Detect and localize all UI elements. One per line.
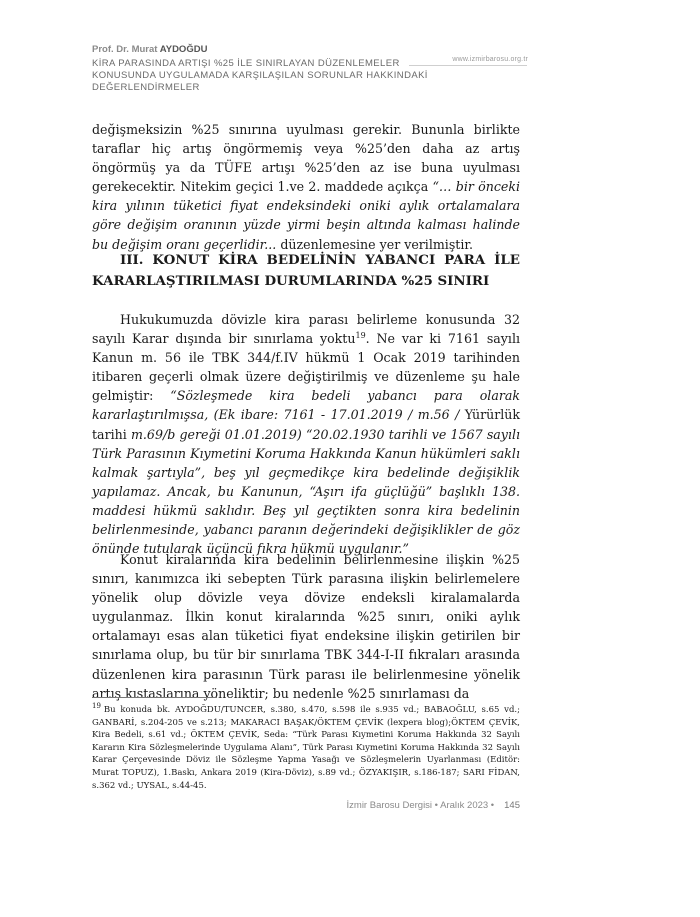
statute-quote-cont: m.69/b gereği 01.01.2019) “20.02.1930 tarihli ve 1567 sayılı Türk Parasının Kıymetini Koruma Hakkında Kanun hükümleri saklı kalmak şartıyla”, beş yıl geçmedikçe kira bedelinde değişiklik yapılamaz. Ancak, bu Kanunun, “Aşırı ifa güçlüğü” başlıklı 138. maddesi hükmü saklıdır. Beş yıl geçtikten sonra kira bedelinin belirlenmesinde, yabancı paranın değerindeki değişiklikler de göz önünde tutularak üçüncü fıkra hükmü uygulanır.” bbox=[92, 426, 520, 557]
footnote-text: Bu konuda bk. AYDOĞDU/TUNCER, s.380, s.470, s.598 ile s.935 vd.; BABAOĞLU, s.65 vd.; GANBARİ, s.204-205 ve s.213; MAKARACI BAŞAK/ÖKTEM ÇEVİK (lexpera blog);ÖKTEM ÇEVİK, Kira Bedeli, s.61 vd.; ÖKTEM ÇEVİK, Seda: “Türk Parası Kıymetini Koruma Hakkında 32 Sayılı Kararın Kira Sözleşmelerinde Uygulama Alanı”, Türk Parası Kıymetini Koruma Hakkında 32 Sayılı Karar Çerçevesinde Döviz ile Sözleşme Yapma Yasağı ve Sözleşmelerin Uyarlanması (Editör: Murat TOPUZ), 1.Baskı, Ankara 2019 (Kira-Döviz), s.89 vd.; ÖZYAKIŞIR, s.186-187; SARI FİDAN, s.362 vd.; UYSAL, s.44-45. bbox=[92, 705, 520, 791]
author-prefix: Prof. Dr. Murat bbox=[92, 44, 160, 55]
author-name bbox=[92, 44, 528, 55]
section-heading: III. KONUT KİRA BEDELİNİN YABANCI PARA İLE KARARLAŞTIRILMASI DURUMLARINDA %25 SINIRI bbox=[92, 252, 520, 289]
paragraph3-text: Konut kiralarında kira bedelinin belirlenmesine ilişkin %25 sınırı, kanımızca iki sebepten Türk parasına ilişkin belirlemelere yönelik olup dövizle veya dövize endeksli kiralamalarda uygulanmaz. İlkin konut kiralarında %25 sınırı, oniki aylık ortalamayı esas alan tüketici fiyat endeksine ilişkin getirilen bir sınırlama olup, bu tür bir sınırlama TBK 344-I-II fıkraları arasında düzenlenen kira parasının Türk parası ile belirlenmesine yönelik artış kıstaslarına yöneliktir; bu nedenle %25 sınırlaması da bbox=[92, 552, 520, 701]
paragraph2-text: Hukukumuzda dövizle kira parası belirleme konusunda 32 sayılı Karar dışında bir sınırlama yoktu bbox=[92, 312, 520, 347]
footnote-ref[interactable]: 19 bbox=[355, 330, 366, 340]
paragraph1-tail: düzenlemesine yer verilmiştir. bbox=[276, 236, 474, 252]
paragraph-continuation bbox=[92, 120, 520, 254]
paragraph-foreign-currency bbox=[92, 310, 520, 558]
statute-quote-normal: Yürürlük tarihi bbox=[92, 407, 520, 442]
statute-quote: “Sözleşmede kira bedeli yabancı para olarak kararlaştırılmışsa, (Ek ibare: 7161 - 17.01.2019 / m.56 / bbox=[92, 388, 520, 423]
running-header bbox=[92, 44, 528, 94]
footnote bbox=[92, 704, 520, 792]
paragraph2-text-cont: . Ne var ki 7161 sayılı Kanun m. 56 ile TBK 344/f.IV hükmü 1 Ocak 2019 tarihinden itibaren geçerli olmak üzere değiştirilmiş ve düzenleme şu hale gelmiştir: bbox=[92, 331, 520, 404]
running-title-line: KONUSUNDA UYGULAMADA KARŞILAŞILAN SORUNLAR HAKKINDAKİ bbox=[92, 70, 428, 81]
paragraph1-quote: “… bir önceki kira yılının tüketici fiyat endeksindeki oniki aylık ortalamalara göre değişim oranının yüzde yirmi beşin altında kalması halinde bu değişim oranı geçerlidir... bbox=[92, 179, 520, 252]
article-running-title bbox=[92, 58, 528, 94]
website-link[interactable]: www.izmirbarosu.org.tr bbox=[452, 56, 528, 63]
journal-info: İzmir Barosu Dergisi • Aralık 2023 • bbox=[346, 800, 495, 811]
running-title-line: DEĞERLENDİRMELER bbox=[92, 82, 200, 93]
running-title-line: KİRA PARASINDA ARTIŞI %25 İLE SINIRLAYAN DÜZENLEMELER bbox=[92, 58, 400, 69]
header-divider bbox=[409, 65, 527, 66]
paragraph-housing-rent bbox=[92, 550, 520, 703]
footnote-divider bbox=[92, 697, 217, 698]
paragraph1-text: değişmeksizin %25 sınırına uyulması gerekir. Bununla birlikte taraflar hiç artış öngörmemiş veya %25’den daha az artış öngörmüş ya da TÜFE artışı %25’den az ise buna uyulması gerekecektir. Nitekim geçici 1.ve 2. maddede açıkça bbox=[92, 122, 520, 195]
author-surname: AYDOĞDU bbox=[159, 44, 208, 55]
page-number: 145 bbox=[504, 800, 520, 811]
footnote-number: 19 bbox=[92, 702, 101, 711]
page-footer bbox=[300, 800, 520, 811]
